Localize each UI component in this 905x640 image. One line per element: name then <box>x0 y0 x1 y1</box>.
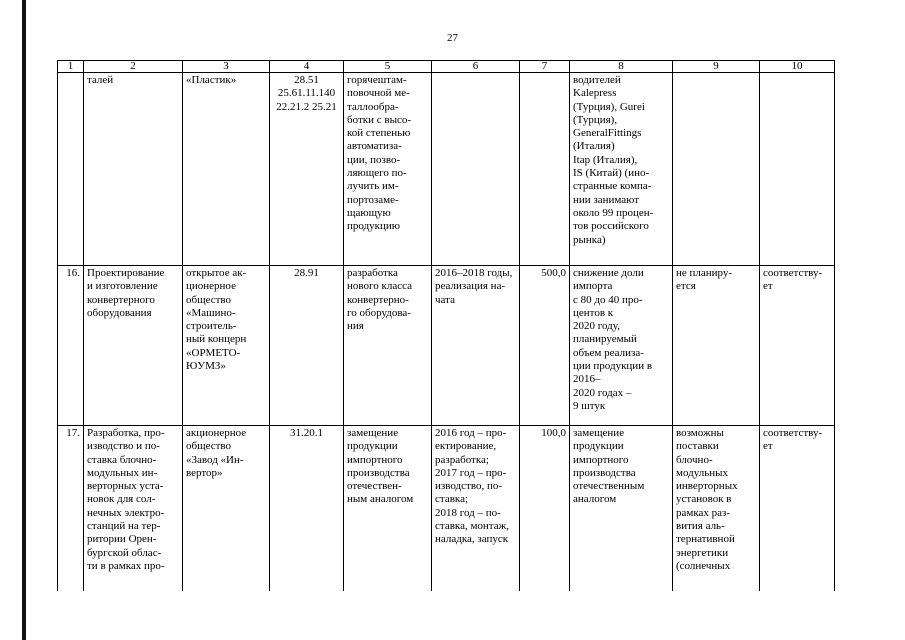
table-row <box>58 266 835 426</box>
column-number-cell: 2 <box>84 61 183 73</box>
table-cell <box>673 73 760 266</box>
table-cell: 16. <box>58 266 84 426</box>
table-cell: Проектирование и изготовление конвертерного оборудования <box>84 266 183 426</box>
table-cell: 2016 год – про- ектирование, разработка; 2017 год – про- изводство, по- ставка; 2018 год – по- ставка, монтаж, наладка, запуск <box>432 426 520 591</box>
data-table <box>57 60 835 591</box>
table-cell: открытое ак- ционерное общество «Машино- строитель- ный концерн «ОРМЕТО- ЮУМЗ» <box>183 266 270 426</box>
table-cell <box>760 73 835 266</box>
table-cell: 28.51 25.61.11.140 22.21.2 25.21 <box>270 73 344 266</box>
table-cell <box>432 73 520 266</box>
table-cell: «Пластик» <box>183 73 270 266</box>
column-number-cell: 7 <box>520 61 570 73</box>
table-cell: замещение продукции импортного производства отечествен- ным аналогом <box>344 426 432 591</box>
table-cell: не планиру- ется <box>673 266 760 426</box>
table-cell: 100,0 <box>520 426 570 591</box>
table-cell: разработка нового класса конвертерно- го оборудова- ния <box>344 266 432 426</box>
table-cell: 17. <box>58 426 84 591</box>
table-header-row <box>58 61 835 73</box>
column-number-cell: 9 <box>673 61 760 73</box>
table-cell <box>520 73 570 266</box>
table-cell: замещение продукции импортного производства отечественным аналогом <box>570 426 673 591</box>
table-cell: 2016–2018 годы, реализация на- чата <box>432 266 520 426</box>
column-number-cell: 1 <box>58 61 84 73</box>
column-number-cell: 8 <box>570 61 673 73</box>
column-number-cell: 3 <box>183 61 270 73</box>
table-cell: возможны поставки блочно- модульных инверторных установок в рамках раз- вития аль- тернативной энергетики (солнечных <box>673 426 760 591</box>
table-row <box>58 426 835 591</box>
table-cell <box>58 73 84 266</box>
table-row <box>58 73 835 266</box>
table-cell: талей <box>84 73 183 266</box>
column-number-cell: 10 <box>760 61 835 73</box>
table-cell: Разработка, про- изводство и по- ставка блочно- модульных ин- верторных уста- новок для сол- нечных электро- станций на тер- ритории Орен- бургской облас- ти в рамках про- <box>84 426 183 591</box>
column-number-cell: 5 <box>344 61 432 73</box>
table-cell: акционерное общество «Завод «Ин- вертор» <box>183 426 270 591</box>
table-cell: соответству- ет <box>760 426 835 591</box>
table-cell: соответству- ет <box>760 266 835 426</box>
table-cell: 28.91 <box>270 266 344 426</box>
table-cell: 31.20.1 <box>270 426 344 591</box>
table-cell: водителей Kalepress (Турция), Gurei (Турция), GeneralFittings (Италия) Itap (Италия), IS (Китай) (ино- странные компа- нии занимают около 99 процен- тов российского рынка) <box>570 73 673 266</box>
column-number-cell: 6 <box>432 61 520 73</box>
table-cell: снижение доли импорта с 80 до 40 про- центов к 2020 году, планируемый объем реализа- ции продукции в 2016– 2020 годах – 9 штук <box>570 266 673 426</box>
table-cell: 500,0 <box>520 266 570 426</box>
binding-edge-line <box>22 0 26 640</box>
page-number: 27 <box>447 32 458 44</box>
table-cell: горячештам- повочной ме- таллообра- ботки с высо- кой степенью автоматиза- ции, позво- ляющего по- лучить им- портозаме- щающую продукцию <box>344 73 432 266</box>
column-number-cell: 4 <box>270 61 344 73</box>
